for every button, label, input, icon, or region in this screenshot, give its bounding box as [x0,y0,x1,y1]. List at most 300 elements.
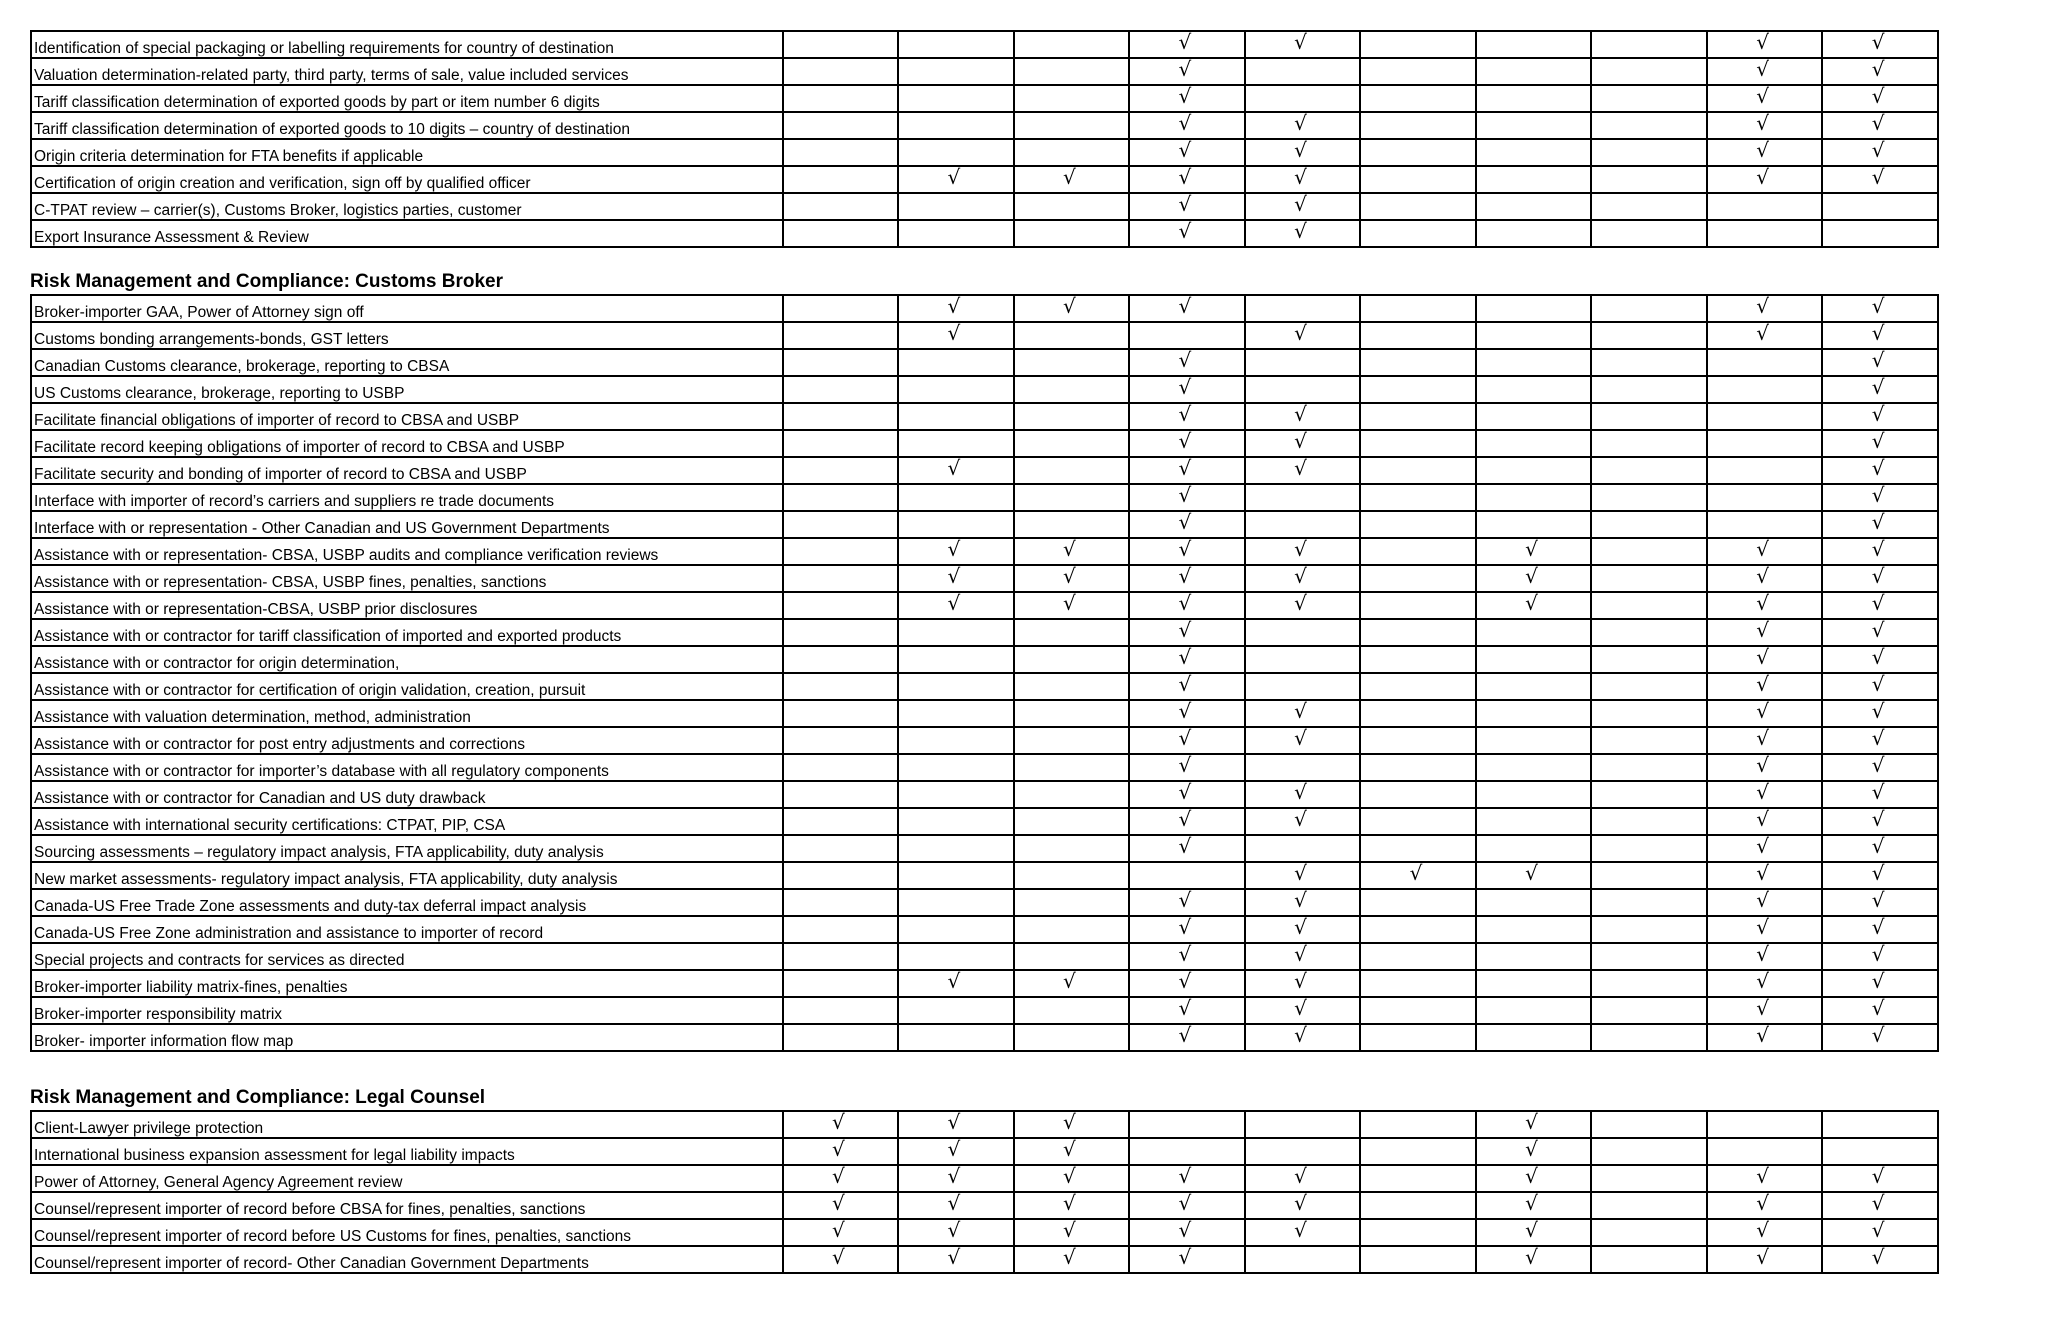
matrix-cell [898,295,1014,322]
matrix-cell [1129,430,1245,457]
matrix-cell [1245,85,1361,112]
matrix-cell [1822,85,1938,112]
matrix-cell [1822,295,1938,322]
checkmark-icon: √ [1871,943,1885,966]
matrix-cell [1707,193,1823,220]
table-row [31,295,1938,322]
checkmark-icon: √ [1756,619,1769,642]
matrix-cell [898,727,1014,754]
matrix-cell [1476,538,1592,565]
matrix-cell [1822,430,1938,457]
matrix-cell [1245,1165,1361,1192]
matrix-cell [1707,565,1823,592]
checkmark-icon: √ [1178,1024,1192,1047]
checkmark-icon: √ [1756,862,1769,885]
table-row [31,592,1938,619]
checkmark-icon: √ [1063,538,1076,561]
matrix-cell [1591,862,1707,889]
matrix-cell [1476,220,1592,247]
matrix-cell [783,139,899,166]
row-label: Counsel/represent importer of record- Other Canadian Government Departments [31,1246,783,1273]
checkmark-icon: √ [947,592,961,615]
matrix-cell [1360,322,1476,349]
checkmark-icon: √ [947,295,961,318]
matrix-cell [898,1138,1014,1165]
matrix-cell [783,727,899,754]
checkmark-icon: √ [1871,997,1885,1020]
matrix-cell [1591,166,1707,193]
matrix-cell [1476,673,1592,700]
matrix-cell [1360,970,1476,997]
matrix-cell [1707,511,1823,538]
row-label: Facilitate financial obligations of importer of record to CBSA and USBP [31,403,783,430]
row-label: Identification of special packaging or labelling requirements for country of destination [31,31,783,58]
checkmark-icon: √ [1871,1192,1885,1215]
checkmark-icon: √ [1756,1165,1769,1188]
matrix-cell [1245,781,1361,808]
matrix-cell [1014,997,1130,1024]
row-label: Interface with or representation - Other Canadian and US Government Departments [31,511,783,538]
checkmark-icon: √ [1178,1165,1192,1188]
matrix-cell [1360,166,1476,193]
matrix-cell [1476,484,1592,511]
checkmark-icon: √ [1063,1165,1076,1188]
matrix-cell [1360,862,1476,889]
matrix-cell [1707,457,1823,484]
matrix-cell [1707,322,1823,349]
table-row [31,970,1938,997]
row-label: Interface with importer of record’s carriers and suppliers re trade documents [31,484,783,511]
matrix-cell [1245,754,1361,781]
matrix-cell [1360,1192,1476,1219]
matrix-cell [1707,646,1823,673]
matrix-cell [1245,943,1361,970]
checkmark-icon: √ [1063,970,1076,993]
matrix-cell [783,889,899,916]
matrix-cell [1360,430,1476,457]
matrix-cell [1591,484,1707,511]
checkmark-icon: √ [1178,220,1192,243]
matrix-cell [898,1024,1014,1051]
matrix-cell [1245,112,1361,139]
table-row [31,1246,1938,1273]
row-label: Broker-importer liability matrix-fines, penalties [31,970,783,997]
checkmark-icon: √ [1063,1111,1076,1134]
matrix-cell [1129,457,1245,484]
matrix-cell [898,646,1014,673]
row-label: Assistance with or contractor for Canadian and US duty drawback [31,781,783,808]
matrix-cell [1822,835,1938,862]
matrix-cell [1245,592,1361,619]
matrix-cell [1245,1219,1361,1246]
matrix-cell [1014,943,1130,970]
checkmark-icon: √ [1756,1192,1769,1215]
matrix-cell [1822,193,1938,220]
matrix-cell [1360,700,1476,727]
matrix-cell [1245,166,1361,193]
checkmark-icon: √ [1063,1246,1076,1269]
table-row [31,193,1938,220]
matrix-cell [1014,1219,1130,1246]
matrix-cell [1707,166,1823,193]
checkmark-icon: √ [1525,1192,1538,1215]
row-label: Assistance with or contractor for origin determination, [31,646,783,673]
checkmark-icon: √ [947,1219,961,1242]
matrix-cell [1129,808,1245,835]
matrix-cell [1707,781,1823,808]
matrix-cell [783,166,899,193]
matrix-cell [1129,889,1245,916]
checkmark-icon: √ [1294,862,1307,885]
checkmark-icon: √ [831,1246,845,1269]
table-row [31,619,1938,646]
matrix-cell [1360,1111,1476,1138]
matrix-cell [1591,1138,1707,1165]
section-table-wrapper [30,1110,1950,1274]
matrix-cell [1360,619,1476,646]
matrix-cell [1360,781,1476,808]
checkmark-icon: √ [1756,31,1769,54]
matrix-cell [783,58,899,85]
matrix-cell [1591,889,1707,916]
checkmark-icon: √ [1871,58,1885,81]
checkmark-icon: √ [1178,112,1192,135]
table-row [31,808,1938,835]
matrix-cell [1591,997,1707,1024]
matrix-cell [1476,646,1592,673]
matrix-cell [1129,511,1245,538]
checkmark-icon: √ [1871,166,1885,189]
matrix-cell [1591,1192,1707,1219]
matrix-cell [1476,1024,1592,1051]
matrix-cell [1014,646,1130,673]
matrix-cell [1822,1219,1938,1246]
checkmark-icon: √ [1294,538,1307,561]
matrix-cell [783,457,899,484]
checkmark-icon: √ [1178,889,1192,912]
checkmark-icon: √ [1178,916,1192,939]
matrix-cell [898,403,1014,430]
matrix-cell [1129,295,1245,322]
matrix-cell [1014,592,1130,619]
matrix-cell [1129,835,1245,862]
matrix-cell [1707,31,1823,58]
checkmark-icon: √ [1178,85,1192,108]
table-row [31,511,1938,538]
matrix-cell [1129,727,1245,754]
matrix-cell [1707,484,1823,511]
row-label: Assistance with valuation determination, method, administration [31,700,783,727]
matrix-cell [1476,1111,1592,1138]
checkmark-icon: √ [1525,1165,1538,1188]
matrix-cell [1707,727,1823,754]
matrix-cell [1129,166,1245,193]
matrix-cell [1822,619,1938,646]
checkmark-icon: √ [1178,376,1192,399]
table-row [31,1219,1938,1246]
matrix-cell [783,220,899,247]
checkmark-icon: √ [1178,646,1192,669]
matrix-cell [1707,889,1823,916]
row-label: Assistance with or representation- CBSA, USBP audits and compliance verification reviews [31,538,783,565]
matrix-cell [783,970,899,997]
matrix-cell [1360,1219,1476,1246]
matrix-cell [1245,58,1361,85]
checkmark-icon: √ [947,565,961,588]
matrix-cell [1822,139,1938,166]
row-label: Assistance with or contractor for post entry adjustments and corrections [31,727,783,754]
matrix-cell [1476,295,1592,322]
row-label: US Customs clearance, brokerage, reporting to USBP [31,376,783,403]
checkmark-icon: √ [1294,166,1307,189]
matrix-cell [1129,646,1245,673]
matrix-cell [1591,970,1707,997]
matrix-cell [1707,376,1823,403]
checkmark-icon: √ [1756,835,1769,858]
checkmark-icon: √ [1178,31,1192,54]
matrix-cell [783,31,899,58]
matrix-cell [1360,673,1476,700]
checkmark-icon: √ [1178,511,1192,534]
checkmark-icon: √ [1871,139,1885,162]
matrix-cell [1245,1024,1361,1051]
checkmark-icon: √ [1409,862,1423,885]
matrix-cell [1707,430,1823,457]
matrix-cell [1707,592,1823,619]
checkmark-icon: √ [1871,1024,1885,1047]
checkmark-icon: √ [1294,403,1307,426]
checkmark-icon: √ [1294,700,1307,723]
matrix-table [30,294,1939,1052]
matrix-cell [1822,376,1938,403]
table-row [31,1111,1938,1138]
checkmark-icon: √ [1294,1165,1307,1188]
table-row [31,322,1938,349]
matrix-cell [1822,58,1938,85]
matrix-cell [1707,808,1823,835]
checkmark-icon: √ [1871,349,1885,372]
checkmark-icon: √ [1294,916,1307,939]
row-label: Facilitate security and bonding of importer of record to CBSA and USBP [31,457,783,484]
checkmark-icon: √ [1871,376,1885,399]
matrix-cell [898,31,1014,58]
matrix-cell [1707,1165,1823,1192]
row-label: Export Insurance Assessment & Review [31,220,783,247]
matrix-cell [898,997,1014,1024]
matrix-cell [1707,1192,1823,1219]
row-label: Assistance with or contractor for tariff classification of imported and exported products [31,619,783,646]
checkmark-icon: √ [1756,139,1769,162]
matrix-cell [1014,166,1130,193]
matrix-cell [1707,835,1823,862]
checkmark-icon: √ [1871,889,1885,912]
matrix-table [30,1110,1939,1274]
checkmark-icon: √ [1294,220,1307,243]
matrix-cell [1591,943,1707,970]
matrix-cell [1707,112,1823,139]
matrix-cell [1245,808,1361,835]
matrix-cell [1014,349,1130,376]
checkmark-icon: √ [1294,457,1307,480]
matrix-cell [1476,403,1592,430]
matrix-cell [898,862,1014,889]
table-row [31,889,1938,916]
matrix-cell [1014,1192,1130,1219]
checkmark-icon: √ [1178,1246,1192,1269]
table-row [31,565,1938,592]
matrix-cell [898,835,1014,862]
checkmark-icon: √ [1871,592,1885,615]
matrix-cell [1707,220,1823,247]
matrix-cell [1591,457,1707,484]
matrix-cell [1360,376,1476,403]
matrix-cell [1360,754,1476,781]
matrix-cell [1822,1024,1938,1051]
matrix-cell [1591,430,1707,457]
matrix-cell [1591,619,1707,646]
matrix-cell [1822,322,1938,349]
matrix-cell [1707,943,1823,970]
matrix-cell [1360,835,1476,862]
matrix-cell [898,112,1014,139]
checkmark-icon: √ [1871,457,1885,480]
matrix-cell [1476,754,1592,781]
checkmark-icon: √ [947,457,961,480]
matrix-cell [1245,511,1361,538]
matrix-cell [1360,85,1476,112]
checkmark-icon: √ [1756,700,1769,723]
matrix-cell [1245,1192,1361,1219]
matrix-cell [1129,193,1245,220]
matrix-cell [1822,727,1938,754]
table-row [31,58,1938,85]
matrix-cell [783,1111,899,1138]
checkmark-icon: √ [1525,592,1538,615]
checkmark-icon: √ [1756,997,1769,1020]
matrix-cell [1014,916,1130,943]
matrix-cell [1014,727,1130,754]
row-label: Canada-US Free Zone administration and assistance to importer of record [31,916,783,943]
checkmark-icon: √ [1756,166,1769,189]
matrix-cell [898,619,1014,646]
matrix-cell [1245,700,1361,727]
matrix-cell [1014,835,1130,862]
row-label: Broker- importer information flow map [31,1024,783,1051]
matrix-cell [1014,754,1130,781]
matrix-table [30,30,1939,248]
matrix-cell [1822,31,1938,58]
matrix-cell [1476,112,1592,139]
checkmark-icon: √ [1178,58,1192,81]
matrix-cell [898,673,1014,700]
matrix-cell [783,1219,899,1246]
checkmark-icon: √ [1178,781,1192,804]
checkmark-icon: √ [1756,565,1769,588]
checkmark-icon: √ [1756,1246,1769,1269]
matrix-cell [1014,322,1130,349]
matrix-cell [1822,700,1938,727]
matrix-cell [1476,430,1592,457]
row-label: Assistance with international security certifications: CTPAT, PIP, CSA [31,808,783,835]
matrix-cell [1822,916,1938,943]
checkmark-icon: √ [1871,85,1885,108]
checkmark-icon: √ [1178,565,1192,588]
row-label: Assistance with or representation-CBSA, USBP prior disclosures [31,592,783,619]
matrix-cell [1129,754,1245,781]
row-label: Assistance with or contractor for certification of origin validation, creation, pursuit [31,673,783,700]
checkmark-icon: √ [1756,727,1769,750]
row-label: Power of Attorney, General Agency Agreement review [31,1165,783,1192]
matrix-cell [1014,619,1130,646]
matrix-cell [1245,484,1361,511]
matrix-cell [1822,538,1938,565]
table-row [31,754,1938,781]
row-label: Canada-US Free Trade Zone assessments and duty-tax deferral impact analysis [31,889,783,916]
matrix-cell [1822,997,1938,1024]
matrix-cell [1360,511,1476,538]
matrix-cell [1822,754,1938,781]
matrix-cell [1245,430,1361,457]
matrix-cell [898,808,1014,835]
table-row [31,166,1938,193]
checkmark-icon: √ [1294,727,1307,750]
matrix-cell [898,166,1014,193]
matrix-cell [783,430,899,457]
checkmark-icon: √ [1871,484,1885,507]
matrix-cell [1591,538,1707,565]
matrix-cell [1014,565,1130,592]
row-label: New market assessments- regulatory impact analysis, FTA applicability, duty analysis [31,862,783,889]
matrix-cell [1129,700,1245,727]
matrix-cell [1822,511,1938,538]
checkmark-icon: √ [1294,592,1307,615]
matrix-cell [783,1138,899,1165]
matrix-cell [1476,457,1592,484]
matrix-cell [1014,220,1130,247]
checkmark-icon: √ [1871,1246,1885,1269]
matrix-cell [1129,1246,1245,1273]
checkmark-icon: √ [1871,700,1885,723]
matrix-cell [1129,31,1245,58]
matrix-cell [783,943,899,970]
matrix-cell [898,220,1014,247]
matrix-cell [783,376,899,403]
matrix-cell [1591,1219,1707,1246]
row-label: Broker-importer responsibility matrix [31,997,783,1024]
matrix-cell [1360,484,1476,511]
matrix-cell [1476,1219,1592,1246]
matrix-cell [1014,538,1130,565]
row-label: Valuation determination-related party, third party, terms of sale, value included services [31,58,783,85]
checkmark-icon: √ [1294,112,1307,135]
matrix-cell [898,85,1014,112]
matrix-cell [1591,592,1707,619]
matrix-cell [1591,85,1707,112]
matrix-cell [1591,322,1707,349]
table-row [31,781,1938,808]
table-row [31,673,1938,700]
checkmark-icon: √ [1178,754,1192,777]
matrix-cell [1476,862,1592,889]
checkmark-icon: √ [947,166,961,189]
matrix-cell [1822,1192,1938,1219]
checkmark-icon: √ [1871,112,1885,135]
table-row [31,457,1938,484]
matrix-cell [1129,1138,1245,1165]
matrix-cell [1591,112,1707,139]
checkmark-icon: √ [1871,31,1885,54]
row-label: C-TPAT review – carrier(s), Customs Broker, logistics parties, customer [31,193,783,220]
